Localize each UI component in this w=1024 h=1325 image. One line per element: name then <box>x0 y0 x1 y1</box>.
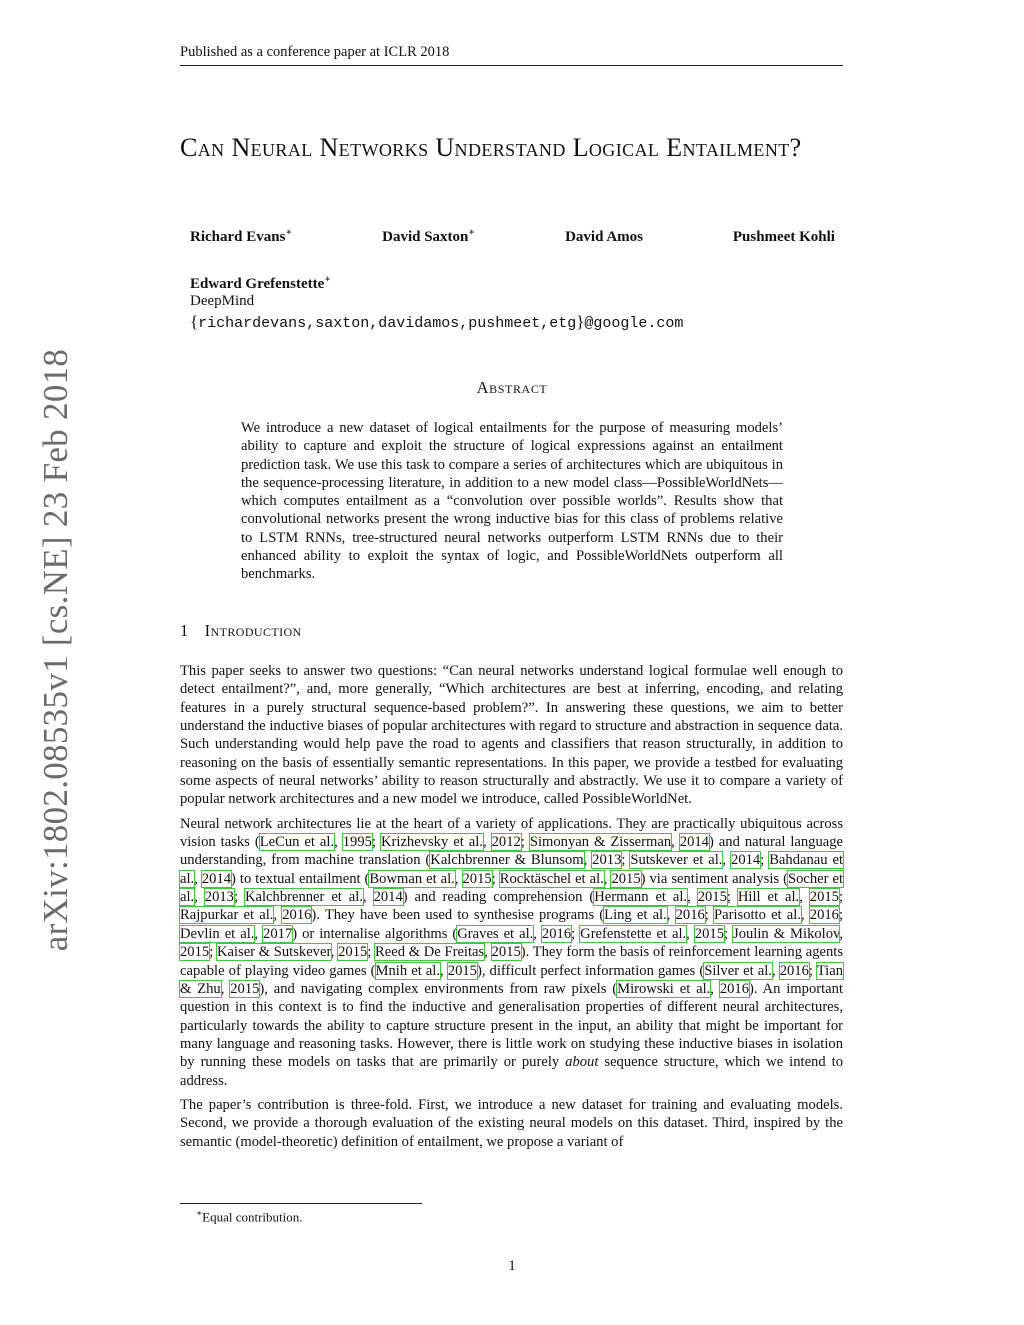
author-name: David Amos <box>565 229 643 245</box>
paragraph: This paper seeks to answer two questions: “Can neural networks understand logical formulae well enough to detect entailment?”, and, more generally, “Which architectures are best at inferring, encoding, and relating features in a purely structural sequence-based problem?”. In answering these questions, we aim to better understand the inductive biases of popular architectures with regard to structure and abstraction in sequence data. Such understanding would help pave the road to agents and classifiers that reason structurally, in addition to reasoning on the basis of essentially semantic representations. In this paper, we provide a testbed for evaluating some aspects of neural networks’ ability to reason structurally and abstractly. We use it to compare a variety of popular network architectures and a new model we introduce, called PossibleWorldNet. <box>180 663 843 808</box>
author-name: Pushmeet Kohli <box>732 229 835 245</box>
running-head: Published as a conference paper at ICLR 2018 <box>180 44 450 60</box>
citation-link[interactable]: Kalchbrenner et al. <box>244 889 363 906</box>
citation-link[interactable]: 2015 <box>462 870 492 887</box>
author-list <box>190 227 835 246</box>
citation-link[interactable]: Joulin & Mikolov <box>733 925 840 942</box>
citation-link[interactable]: Rajpurkar et al. <box>180 907 274 924</box>
citation-link[interactable]: 2014 <box>373 889 403 906</box>
paragraph: Neural network architectures lie at the heart of a variety of applications. They are practically ubiquitous across vision tasks (LeCun et al., 1995; Krizhevsky et al., 2012; Simonyan & Zisserman, 2014) and natural language understanding, from machine translation (Kalchbrenner & Blunsom, 2013; Sutskever et al., 2014; Bahdanau et al., 2014) to textual entailment (Bowman et al., 2015; Rocktäschel et al., 2015) via sentiment analysis (Socher et al., 2013; Kalchbrenner et al., 2014) and reading comprehension (Hermann et al., 2015; Hill et al., 2015; Rajpurkar et al., 2016). They have been used to synthesise programs (Ling et al., 2016; Parisotto et al., 2016; Devlin et al., 2017) or internalise algorithms (Graves et al., 2016; Grefenstette et al., 2015; Joulin & Mikolov, 2015; Kaiser & Sutskever, 2015; Reed & De Freitas, 2015). They form the basis of reinforcement learning agents capable of playing video games (Mnih et al., 2015), difficult perfect information games (Silver et al., 2016; Tian & Zhu, 2015), and navigating complex environments from raw pixels (Mirowski et al., 2016). An important question in this context is to find the inductive and generalisation properties of different neural architectures, particularly towards the ability to capture structure present in the input, an ability that might be important for many language and reasoning tasks. However, there is little work on studying these inductive biases in isolation by running these models on tasks that are primarily or purely about sequence structure, which we intend to address. <box>180 815 844 1089</box>
citation-link[interactable]: Kaiser & Sutskever <box>216 944 331 961</box>
citation-link[interactable]: 2012 <box>491 834 521 851</box>
citation-link[interactable]: 2017 <box>263 925 293 942</box>
citation-link[interactable]: Kalchbrenner & Blunsom <box>430 852 584 869</box>
citation-link[interactable]: 2016 <box>779 962 809 979</box>
footnote: ∗Equal contribution. <box>196 1208 303 1225</box>
citation-link[interactable]: Socher et al. <box>180 870 844 906</box>
citation-link[interactable]: 2015 <box>491 944 521 961</box>
citation-link[interactable]: 2015 <box>447 962 477 979</box>
author-emails: {richardevans,saxton,davidamos,pushmeet,etg}@google.com <box>190 312 684 332</box>
citation-link[interactable]: Reed & De Freitas <box>375 944 485 961</box>
emphasis: about <box>565 1054 599 1071</box>
citation-link[interactable]: 2015 <box>338 944 368 961</box>
author-name: David Saxton∗ <box>382 227 476 245</box>
citation-link[interactable]: 2016 <box>282 907 312 924</box>
citation-link[interactable]: Mirowski et al. <box>617 980 711 997</box>
citation-link[interactable]: Ling et al. <box>604 907 667 924</box>
citation-link[interactable]: Bowman et al. <box>369 870 455 887</box>
page-number: 1 <box>508 1258 516 1274</box>
citation-link[interactable]: 2015 <box>694 925 724 942</box>
citation-link[interactable]: Mnih et al. <box>375 962 441 979</box>
citation-link[interactable]: Grefenstette et al. <box>580 925 687 942</box>
affiliation: DeepMind <box>190 293 255 309</box>
citation-link[interactable]: LeCun et al. <box>259 834 335 851</box>
paper-title: Can Neural Networks Understand Logical Entailment? <box>180 133 802 162</box>
citation-link[interactable]: Graves et al. <box>457 925 534 942</box>
citation-link[interactable]: 2016 <box>675 907 705 924</box>
citation-link[interactable]: Hermann et al. <box>594 889 688 906</box>
author-name: Richard Evans∗ <box>190 227 293 245</box>
citation-link[interactable]: 2013 <box>204 889 234 906</box>
abstract-heading: Abstract <box>476 378 548 397</box>
citation-link[interactable]: 2015 <box>611 870 641 887</box>
citation-link[interactable]: Bahdanau et al. <box>180 852 844 887</box>
citation-link[interactable]: Tian & Zhu <box>180 962 844 997</box>
abstract-text: We introduce a new dataset of logical entailments for the purpose of measuring models’ ability to capture and exploit the structure of logical expressions against an entailment prediction task. We use this task to compare a series of architectures which are ubiquitous in the sequence-processing literature, in addition to a new model class—PossibleWorldNets—which computes entailment as a “convolution over possible worlds”. Results show that convolutional networks present the wrong inductive bias for this class of problems relative to LSTM RNNs, tree-structured neural networks outperform LSTM RNNs due to their enhanced ability to exploit the syntax of logic, and PossibleWorldNets outperform all benchmarks. <box>241 420 783 583</box>
header-rule <box>180 65 843 66</box>
citation-link[interactable]: 2013 <box>592 852 622 869</box>
citation-link[interactable]: Hill et al. <box>737 889 800 906</box>
citation-link[interactable]: Silver et al. <box>704 962 772 979</box>
citation-link[interactable]: Krizhevsky et al. <box>380 834 483 851</box>
paragraph: The paper’s contribution is three-fold. First, we introduce a new dataset for training and evaluating models. Second, we provide a thorough evaluation of the existing neural models on this dataset. Third, inspired by the semantic (model-theoretic) definition of entailment, we propose a variant of <box>180 1096 843 1150</box>
body-text <box>180 662 843 1157</box>
citation-link[interactable]: 2016 <box>719 980 749 997</box>
citation-link[interactable]: 2014 <box>731 852 761 869</box>
citation-link[interactable]: 2014 <box>201 870 232 887</box>
citation-link[interactable]: 2015 <box>809 889 839 906</box>
citation-link[interactable]: 1995 <box>342 834 372 851</box>
footnote-rule <box>180 1203 422 1204</box>
citation-link[interactable]: 2015 <box>180 944 210 961</box>
citation-link[interactable]: 2016 <box>541 925 572 942</box>
citation-link[interactable]: 2016 <box>809 907 839 924</box>
citation-link[interactable]: 2014 <box>679 834 709 851</box>
arxiv-identifier: arXiv:1802.08535v1 [cs.NE] 23 Feb 2018 <box>36 348 75 952</box>
citation-link[interactable]: Rocktäschel et al. <box>499 870 604 887</box>
section-heading: 1 Introduction <box>180 621 302 640</box>
citation-link[interactable]: 2015 <box>230 980 260 997</box>
citation-link[interactable]: 2015 <box>697 889 727 906</box>
author-name: Edward Grefenstette∗ <box>190 274 332 292</box>
citation-link[interactable]: Simonyan & Zisserman <box>529 834 672 851</box>
citation-link[interactable]: Devlin et al. <box>180 925 255 942</box>
citation-link[interactable]: Sutskever et al. <box>630 852 723 869</box>
citation-link[interactable]: Parisotto et al. <box>714 907 801 924</box>
